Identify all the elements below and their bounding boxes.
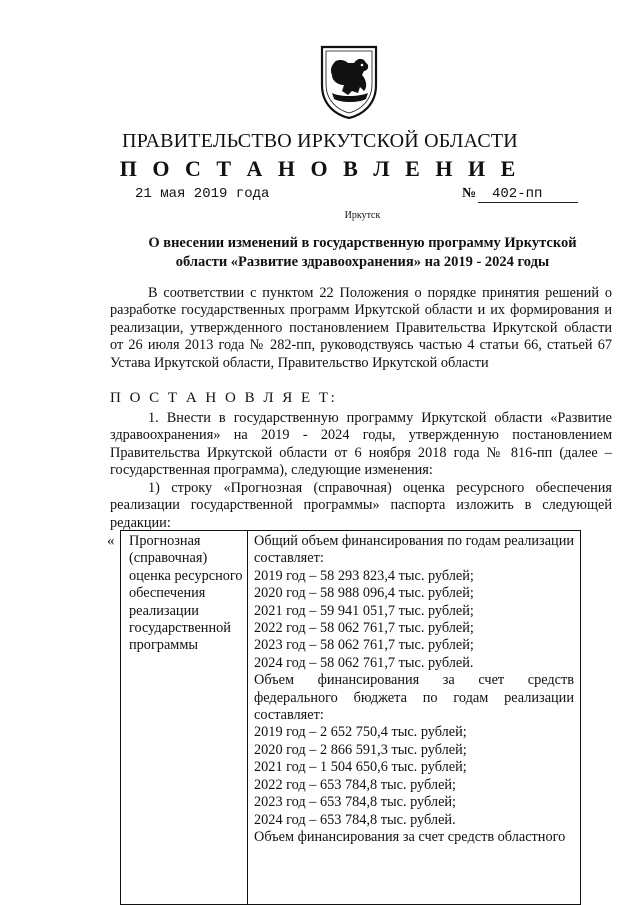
- total-funding-intro: Общий объем финансирования по годам реализации составляет:: [254, 533, 574, 567]
- funding-cell: [248, 531, 581, 905]
- number-sign: №: [462, 186, 477, 201]
- resolves-heading: П О С Т А Н О В Л Я Е Т:: [110, 390, 338, 406]
- federal-funding-intro: Объем финансирования за счет средств федерального бюджета по годам реализации составляет:: [254, 672, 574, 724]
- federal-funding-year: 2022 год – 653 784,8 тыс. рублей;: [254, 776, 457, 793]
- government-name: ПРАВИТЕЛЬСТВО ИРКУТСКОЙ ОБЛАСТИ: [122, 130, 518, 152]
- total-funding-year: 2020 год – 58 988 096,4 тыс. рублей;: [254, 585, 474, 602]
- number-value: 402-пп: [478, 186, 578, 203]
- document-date: 21 мая 2019 года: [135, 186, 270, 202]
- passport-table: [120, 530, 581, 905]
- coat-of-arms-emblem: [318, 41, 380, 119]
- regional-funding-intro: Объем финансирования за счет средств областного: [254, 828, 566, 845]
- paragraph-text: В соответствии с пунктом 22 Положения о порядке принятия решений о разработке государственных программ Иркутской области и их формирования и реализации, утвержденного постановлением Правительства Иркутской области от 26 июля 2013 года № 282-пп, руководствуясь частью 4 статьи 66, статьей 67 Устава Иркутской области, Правительство Иркутской области: [110, 285, 612, 371]
- document-number: [462, 186, 543, 202]
- total-funding-year: 2021 год – 59 941 051,7 тыс. рублей;: [254, 602, 474, 619]
- table-row: [121, 531, 581, 905]
- federal-funding-year: 2024 год – 653 784,8 тыс. рублей.: [254, 811, 456, 828]
- federal-funding-year: 2021 год – 1 504 650,6 тыс. рублей;: [254, 759, 467, 776]
- item-1-1-paragraph: 1) строку «Прогнозная (справочная) оценка ресурсного обеспечения реализации государственной программы» паспорта изложить в следующей редакции:: [110, 480, 612, 531]
- document-type: П О С Т А Н О В Л Е Н И Е: [119, 156, 521, 181]
- total-funding-year: 2019 год – 58 293 823,4 тыс. рублей;: [254, 567, 474, 584]
- city-name: Иркутск: [344, 210, 381, 221]
- open-quote: «: [107, 533, 115, 549]
- federal-funding-year: 2020 год – 2 866 591,3 тыс. рублей;: [254, 741, 467, 758]
- item-1-paragraph: 1. Внести в государственную программу Иркутской области «Развитие здравоохранения» на 2019 - 2024 годы, утвержденную постановлением Правительства Иркутской области от 6 ноября 2018 года № 816-пп (далее – государственная программа), следующие изменения:: [110, 410, 612, 479]
- heading-line: О внесении изменений в государственную программу Иркутской: [148, 235, 577, 251]
- total-funding-year: 2023 год – 58 062 761,7 тыс. рублей;: [254, 637, 474, 654]
- federal-funding-year: 2023 год – 653 784,8 тыс. рублей;: [254, 794, 457, 811]
- heading-line: области «Развитие здравоохранения» на 2019 - 2024 годы: [175, 254, 550, 270]
- federal-funding-year: 2019 год – 2 652 750,4 тыс. рублей;: [254, 724, 467, 741]
- total-funding-year: 2022 год – 58 062 761,7 тыс. рублей;: [254, 620, 474, 637]
- row-label-cell: Прогнозная (справочная) оценка ресурсного обеспечения реализации государственной программы: [121, 531, 248, 905]
- document-heading: [100, 234, 625, 272]
- total-funding-year: 2024 год – 58 062 761,7 тыс. рублей.: [254, 654, 474, 671]
- preamble-paragraph: [110, 285, 612, 372]
